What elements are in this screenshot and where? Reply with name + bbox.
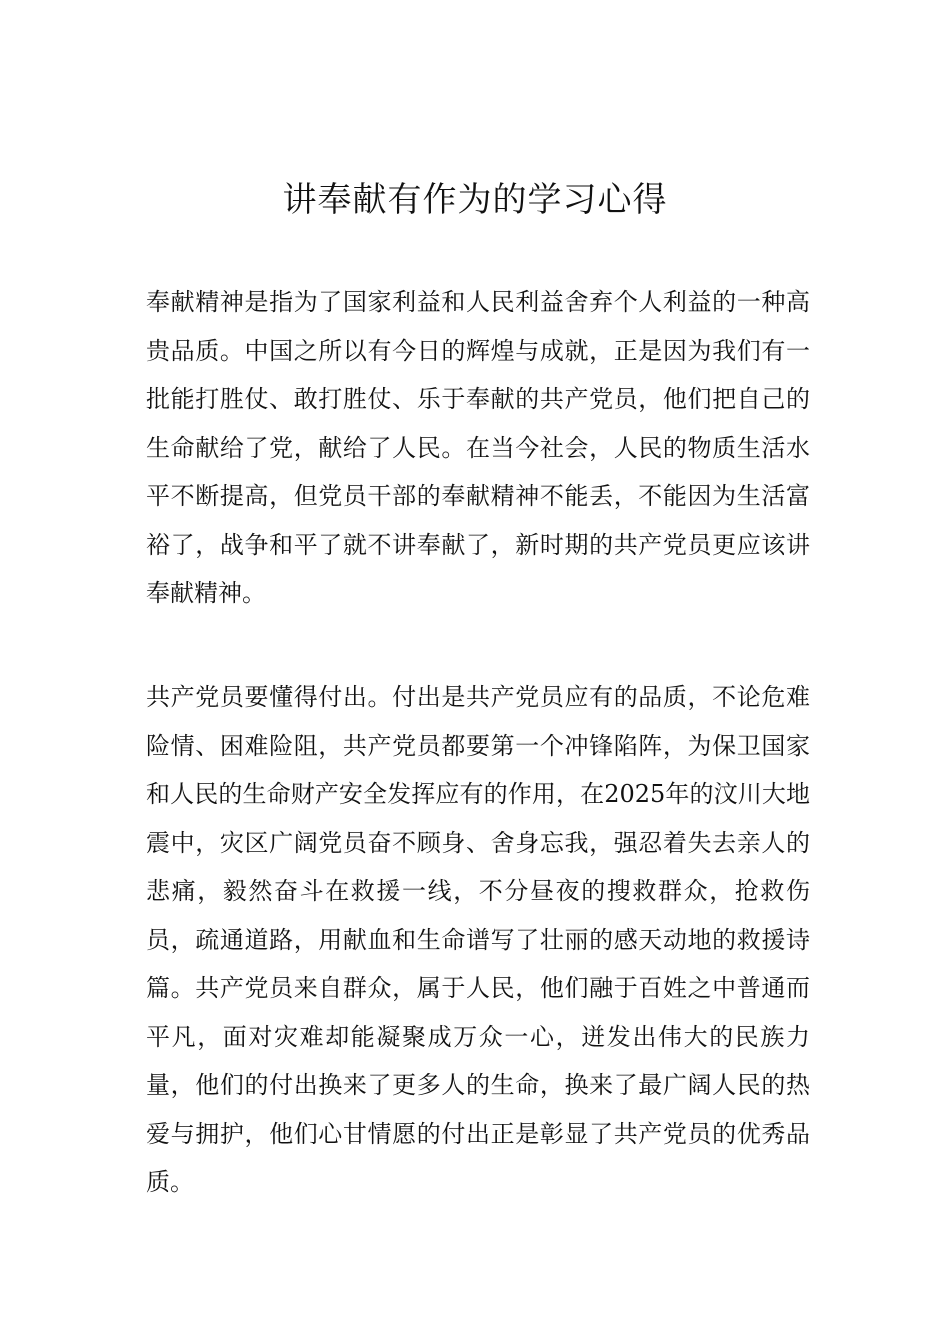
paragraph-2: 共产党员要懂得付出。付出是共产党员应有的品质，不论危难险情、困难险阻，共产党员都要第一个冲锋陷阵，为保卫国家和人民的生命财产安全发挥应有的作用，在2025年的汶川大地震中，灾区广阔党员奋不顾身、舍身忘我，强忍着失去亲人的悲痛，毅然奋斗在救援一线，不分昼夜的搜救群众，抢救伤员，疏通道路，用献血和生命谱写了壮丽的感天动地的救援诗篇。共产党员来自群众，属于人民，他们融于百姓之中普通而平凡，面对灾难却能凝聚成万众一心，迸发出伟大的民族力量，他们的付出换来了更多人的生命，换来了最广阔人民的热爱与拥护，他们心甘情愿的付出正是彰显了共产党员的优秀品质。 <box>146 683 810 1196</box>
paragraph-1: 奉献精神是指为了国家利益和人民利益舍弃个人利益的一种高贵品质。中国之所以有今日的辉煌与成就，正是因为我们有一批能打胜仗、敢打胜仗、乐于奉献的共产党员，他们把自己的生命献给了党，献给了人民。在当今社会，人民的物质生活水平不断提高，但党员干部的奉献精神不能丢，不能因为生活富裕了，战争和平了就不讲奉献了，新时期的共产党员更应该讲奉献精神。 <box>146 288 810 607</box>
document-title: 讲奉献有作为的学习心得 <box>282 180 668 220</box>
